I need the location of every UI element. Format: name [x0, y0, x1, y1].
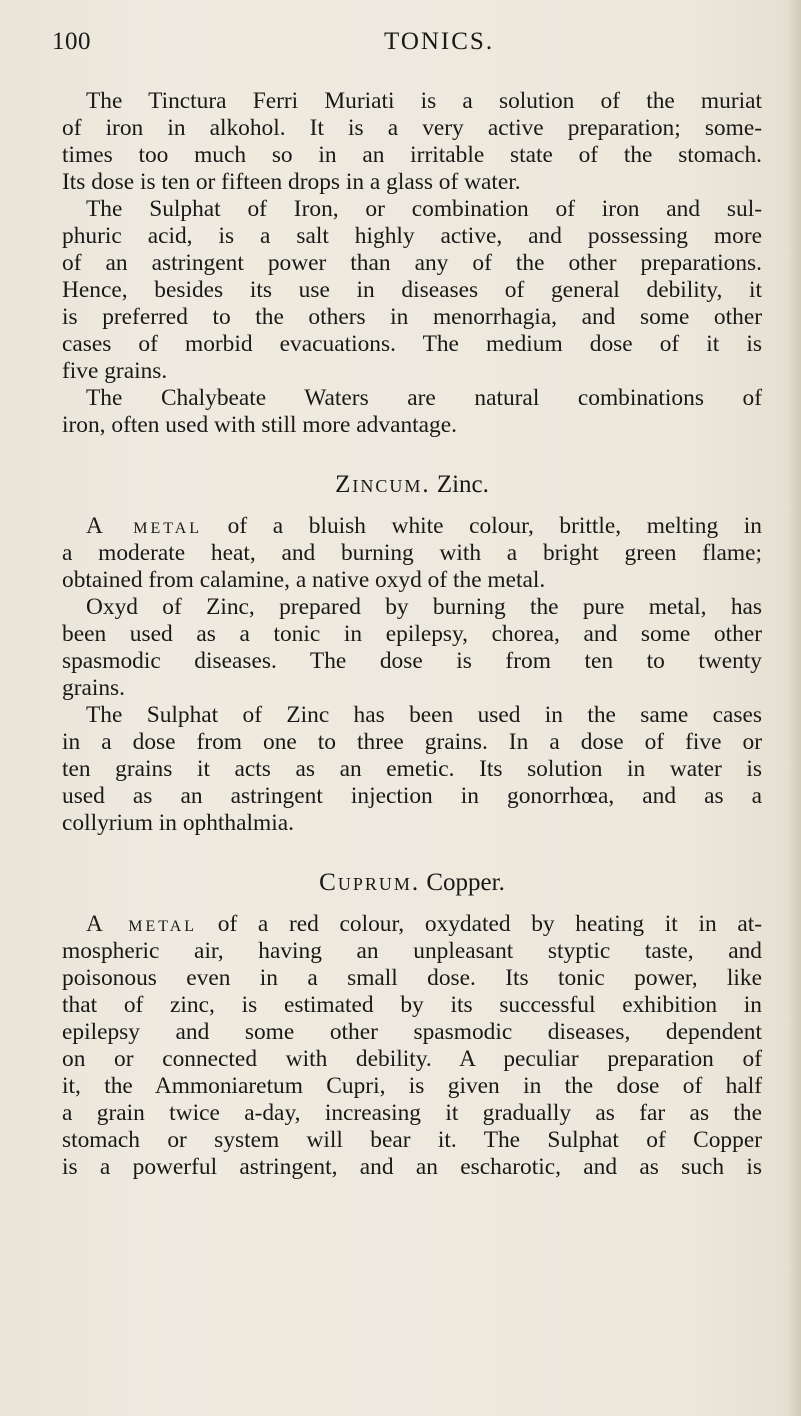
text-line: is a powerful astringent, and an escharotic, and as such is	[62, 1154, 762, 1180]
text-line: epilepsy and some other spasmodic diseases, dependent	[62, 1019, 762, 1045]
heading-english: Copper.	[426, 869, 505, 896]
text-line: cases of morbid evacuations. The medium dose of it is	[62, 331, 762, 357]
paragraph-chalybeate	[62, 385, 762, 439]
text-line: that of zinc, is estimated by its successful exhibition in	[62, 992, 762, 1018]
heading-english: Zinc.	[436, 471, 489, 498]
text-line: a moderate heat, and burning with a bright green flame;	[62, 540, 762, 566]
text-line: it, the Ammoniaretum Cupri, is given in the dose of half	[62, 1073, 762, 1099]
text-line: of an astringent power than any of the other preparations.	[62, 250, 762, 276]
section-heading-cuprum	[62, 855, 762, 911]
running-title: TONICS.	[384, 28, 495, 55]
text-run: of a bluish white colour, brittle, melting in	[227, 513, 763, 539]
paragraph-sulphat-iron	[62, 196, 762, 385]
section-gap	[62, 837, 762, 855]
text-line: of iron in alkohol. It is a very active preparation; some-	[62, 115, 762, 141]
text-line: The Chalybeate Waters are natural combinations of	[86, 385, 762, 411]
lead-word: A metal	[86, 911, 198, 937]
text-line: poisonous even in a small dose. Its tonic power, like	[62, 965, 762, 991]
text-line: Its dose is ten or fifteen drops in a glass of water.	[62, 169, 521, 195]
text-line	[62, 911, 762, 938]
paragraph-oxyd-zinc	[62, 594, 762, 702]
text-line: The Sulphat of Iron, or combination of iron and sul-	[86, 196, 762, 222]
text-run: of a red colour, oxydated by heating it in at-	[217, 911, 762, 937]
page-edge-shadow	[787, 0, 801, 1416]
paragraph-ferri-muriat	[62, 88, 762, 196]
text-line: five grains.	[62, 358, 168, 384]
text-line: in a dose from one to three grains. In a dose of five or	[62, 729, 762, 755]
section-gap	[62, 439, 762, 457]
text-line: Oxyd of Zinc, prepared by burning the pure metal, has	[86, 594, 762, 620]
heading-latin: Zincum.	[335, 471, 431, 498]
text-line: mospheric air, having an unpleasant styptic taste, and	[62, 938, 762, 964]
text-line: times too much so in an irritable state of the stomach.	[62, 142, 762, 168]
section-heading-zincum	[62, 457, 762, 513]
heading-latin: Cuprum.	[319, 869, 421, 896]
text-line: is preferred to the others in menorrhagia, and some other	[62, 304, 762, 330]
text-line: The Sulphat of Zinc has been used in the same cases	[86, 702, 762, 728]
text-line: on or connected with debility. A peculiar preparation of	[62, 1046, 762, 1072]
lead-word: A metal	[86, 513, 203, 539]
text-line: Hence, besides its use in diseases of general debility, it	[62, 277, 762, 303]
text-line: spasmodic diseases. The dose is from ten to twenty	[62, 648, 762, 674]
text-line: grains.	[62, 675, 126, 701]
text-line: a grain twice a-day, increasing it gradually as far as the	[62, 1100, 762, 1126]
paragraph-sulphat-zinc	[62, 702, 762, 837]
text-line: stomach or system will bear it. The Sulphat of Copper	[62, 1127, 762, 1153]
text-line: iron, often used with still more advantage.	[62, 412, 457, 438]
text-line: collyrium in ophthalmia.	[62, 810, 294, 836]
paragraph-zinc-description	[62, 513, 762, 594]
text-line: obtained from calamine, a native oxyd of the metal.	[62, 567, 546, 593]
text-line: ten grains it acts as an emetic. Its solution in water is	[62, 756, 762, 782]
page-number: 100	[52, 28, 91, 55]
text-line: The Tinctura Ferri Muriati is a solution of the muriat	[86, 88, 762, 114]
text-line: been used as a tonic in epilepsy, chorea, and some other	[62, 621, 762, 647]
text-line	[62, 513, 762, 540]
text-line: phuric acid, is a salt highly active, and possessing more	[62, 223, 762, 249]
body-text	[62, 88, 762, 1181]
text-line: used as an astringent injection in gonorrhœa, and as a	[62, 783, 762, 809]
paragraph-copper-description	[62, 911, 762, 1181]
running-head	[52, 20, 772, 60]
